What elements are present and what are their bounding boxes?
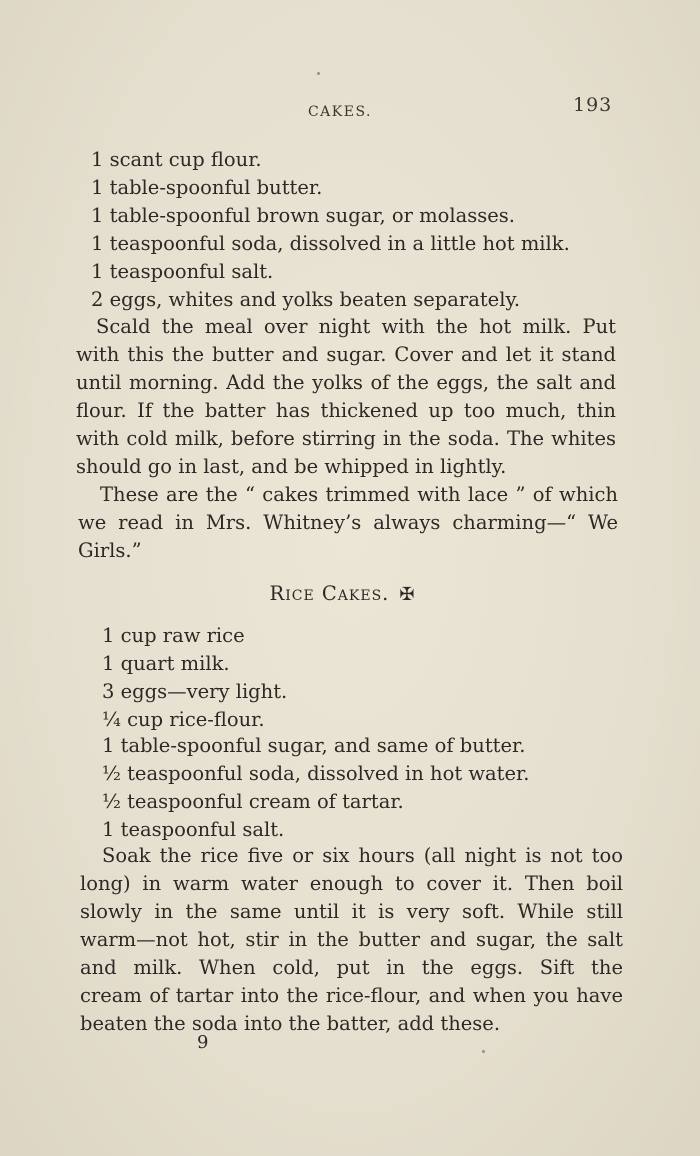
page-number: 193 (573, 94, 613, 116)
paragraph-line: slowly in the same until it is very soft. While still (80, 900, 623, 923)
ingredient-line: 1 teaspoonful salt. (102, 818, 285, 841)
cross-ornament-icon: ✠ (399, 584, 416, 605)
ingredient-line: ½ teaspoonful cream of tartar. (102, 790, 404, 813)
ingredient-line: 1 table-spoonful butter. (91, 176, 323, 199)
note-line: Girls.” (78, 539, 142, 562)
ingredient-line: 1 table-spoonful sugar, and same of butter. (102, 734, 526, 757)
ingredient-line: ¼ cup rice-flour. (102, 708, 265, 731)
paragraph-line: flour. If the batter has thickened up too much, thin (76, 399, 616, 422)
paragraph-line: with cold milk, before stirring in the soda. The whites (76, 427, 616, 450)
ingredient-line: 2 eggs, whites and yolks beaten separately. (91, 288, 521, 311)
paragraph-line: Soak the rice five or six hours (all night is not too (102, 844, 623, 867)
paper-speck (482, 1050, 485, 1053)
paragraph-line: until morning. Add the yolks of the eggs, the salt and (76, 371, 616, 394)
paragraph-line: and milk. When cold, put in the eggs. Sift the (80, 956, 623, 979)
ingredient-line: 3 eggs—very light. (102, 680, 288, 703)
ingredient-line: 1 teaspoonful soda, dissolved in a little hot milk. (91, 232, 570, 255)
paragraph-line: warm—not hot, stir in the butter and sugar, the salt (80, 928, 623, 951)
note-line: we read in Mrs. Whitney’s always charming—“ We (78, 511, 618, 534)
paper-speck (317, 72, 320, 75)
signature-mark: 9 (197, 1032, 209, 1053)
ingredient-line: ½ teaspoonful soda, dissolved in hot water. (102, 762, 530, 785)
paragraph-line: cream of tartar into the rice-flour, and when you have (80, 984, 623, 1007)
note-line: These are the “ cakes trimmed with lace ” of which (100, 483, 618, 506)
paragraph-line: long) in warm water enough to cover it. Then boil (80, 872, 623, 895)
paragraph-line: beaten the soda into the batter, add these. (80, 1012, 501, 1035)
recipe-heading-text: Rice Cakes. (269, 582, 390, 605)
paragraph-line: with this the butter and sugar. Cover and let it stand (76, 343, 616, 366)
ingredient-line: 1 table-spoonful brown sugar, or molasses. (91, 204, 516, 227)
paragraph-line: Scald the meal over night with the hot milk. Put (96, 315, 616, 338)
ingredient-line: 1 cup raw rice (102, 624, 245, 647)
ingredient-line: 1 teaspoonful salt. (91, 260, 274, 283)
ingredient-line: 1 scant cup flour. (91, 148, 262, 171)
running-header: CAKES. (307, 104, 373, 120)
paragraph-line: should go in last, and be whipped in lightly. (76, 455, 507, 478)
recipe-heading (0, 582, 685, 605)
ingredient-line: 1 quart milk. (102, 652, 230, 675)
